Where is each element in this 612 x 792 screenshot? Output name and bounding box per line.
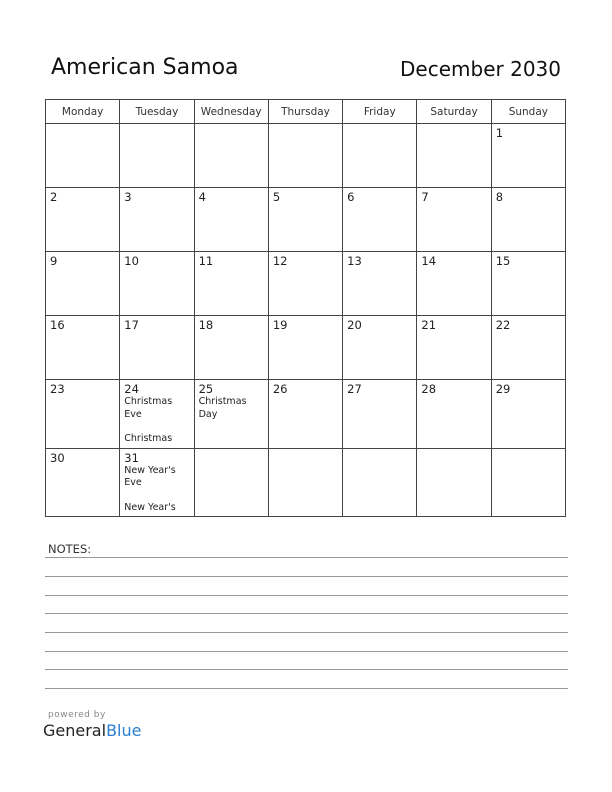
day-cell bbox=[46, 188, 120, 252]
generalblue-logo[interactable] bbox=[43, 721, 141, 740]
day-cell bbox=[417, 124, 491, 188]
weekday-header: Friday bbox=[343, 100, 417, 124]
day-cell bbox=[46, 124, 120, 188]
day-number: 30 bbox=[50, 450, 65, 465]
calendar-week-row bbox=[46, 124, 566, 188]
holiday-label: Christmas bbox=[124, 396, 173, 407]
logo-general: General bbox=[43, 721, 107, 740]
day-cell bbox=[194, 124, 268, 188]
holiday-label: New Year's bbox=[124, 464, 176, 476]
day-cell bbox=[417, 188, 491, 252]
note-line bbox=[45, 651, 568, 652]
calendar-grid bbox=[45, 99, 566, 517]
day-number: 15 bbox=[495, 254, 511, 268]
note-line bbox=[45, 557, 568, 558]
day-number: 10 bbox=[124, 254, 139, 268]
powered-by-text: powered by bbox=[48, 710, 106, 720]
day-cell bbox=[194, 252, 268, 316]
day-cell bbox=[268, 448, 342, 517]
day-cell bbox=[46, 252, 120, 316]
note-line bbox=[45, 576, 568, 577]
day-number: 29 bbox=[495, 382, 511, 396]
note-line bbox=[45, 669, 568, 670]
weekday-header: Wednesday bbox=[194, 100, 268, 124]
holiday-label: Christmas bbox=[198, 396, 247, 407]
day-number: 20 bbox=[347, 318, 362, 332]
day-number: 4 bbox=[198, 190, 206, 204]
weekday-header: Sunday bbox=[491, 100, 565, 124]
day-cell bbox=[268, 252, 342, 316]
day-cell bbox=[120, 448, 194, 517]
note-line bbox=[45, 613, 568, 614]
day-number: 6 bbox=[347, 190, 355, 204]
day-number: 17 bbox=[124, 318, 139, 332]
day-cell bbox=[194, 188, 268, 252]
note-line bbox=[45, 595, 568, 596]
day-cell bbox=[268, 316, 342, 380]
day-cell bbox=[343, 252, 417, 316]
day-number: 19 bbox=[272, 318, 288, 332]
day-number: 18 bbox=[198, 318, 214, 332]
day-cell bbox=[268, 188, 342, 252]
calendar-week-row bbox=[46, 380, 566, 449]
calendar-week-row bbox=[46, 188, 566, 252]
day-number: 22 bbox=[495, 318, 511, 332]
day-cell bbox=[417, 448, 491, 517]
calendar-country-title: American Samoa bbox=[51, 55, 239, 80]
day-cell bbox=[491, 252, 565, 316]
day-number: 21 bbox=[421, 318, 437, 332]
day-number: 28 bbox=[421, 382, 437, 396]
note-line bbox=[45, 688, 568, 689]
calendar-week-row bbox=[46, 448, 566, 517]
calendar-month-title: December 2030 bbox=[400, 57, 561, 81]
day-cell bbox=[343, 448, 417, 517]
day-cell bbox=[491, 188, 565, 252]
day-cell bbox=[194, 380, 268, 449]
day-cell bbox=[491, 124, 565, 188]
day-cell bbox=[120, 380, 194, 449]
day-number: 5 bbox=[272, 190, 281, 204]
day-number: 26 bbox=[272, 382, 288, 396]
day-cell bbox=[417, 380, 491, 449]
weekday-header: Saturday bbox=[417, 100, 491, 124]
day-number: 9 bbox=[50, 254, 58, 268]
day-cell bbox=[46, 380, 120, 449]
weekday-header: Tuesday bbox=[120, 100, 194, 124]
day-cell bbox=[417, 316, 491, 380]
holiday-label-overflow: Christmas bbox=[124, 433, 173, 444]
day-cell bbox=[491, 316, 565, 380]
holiday-label: Day bbox=[198, 408, 218, 420]
day-cell bbox=[46, 448, 120, 517]
day-cell bbox=[120, 124, 194, 188]
logo-blue: Blue bbox=[106, 721, 142, 740]
note-line bbox=[45, 632, 568, 633]
day-cell bbox=[120, 188, 194, 252]
day-number: 1 bbox=[495, 126, 504, 140]
day-number: 27 bbox=[347, 382, 362, 396]
day-number: 14 bbox=[421, 254, 437, 268]
notes-label: NOTES: bbox=[48, 542, 92, 556]
holiday-label: Eve bbox=[124, 408, 142, 420]
day-number: 7 bbox=[421, 190, 429, 204]
day-cell bbox=[343, 188, 417, 252]
calendar-week-row bbox=[46, 316, 566, 380]
holiday-label-overflow: New Year's bbox=[124, 501, 176, 513]
day-cell bbox=[268, 380, 342, 449]
day-number: 8 bbox=[495, 190, 504, 204]
day-number: 2 bbox=[50, 190, 58, 204]
weekday-header: Monday bbox=[46, 100, 120, 124]
weekday-header-row bbox=[46, 100, 566, 124]
day-cell bbox=[46, 316, 120, 380]
day-number: 24 bbox=[124, 382, 139, 396]
weekday-header: Thursday bbox=[268, 100, 342, 124]
day-number: 23 bbox=[50, 382, 65, 396]
day-cell bbox=[343, 316, 417, 380]
day-number: 25 bbox=[198, 382, 214, 396]
day-number: 12 bbox=[272, 254, 288, 268]
day-cell bbox=[343, 380, 417, 449]
day-cell bbox=[417, 252, 491, 316]
day-number: 31 bbox=[124, 450, 139, 465]
day-cell bbox=[268, 124, 342, 188]
day-cell bbox=[120, 316, 194, 380]
day-number: 16 bbox=[50, 318, 65, 332]
day-cell bbox=[194, 448, 268, 517]
holiday-label: Eve bbox=[124, 477, 142, 488]
day-cell bbox=[491, 380, 565, 449]
day-cell bbox=[120, 252, 194, 316]
day-cell bbox=[491, 448, 565, 517]
day-cell bbox=[194, 316, 268, 380]
day-cell bbox=[343, 124, 417, 188]
day-number: 13 bbox=[347, 254, 362, 268]
day-number: 3 bbox=[124, 190, 132, 204]
day-number: 11 bbox=[198, 254, 214, 268]
calendar-week-row bbox=[46, 252, 566, 316]
